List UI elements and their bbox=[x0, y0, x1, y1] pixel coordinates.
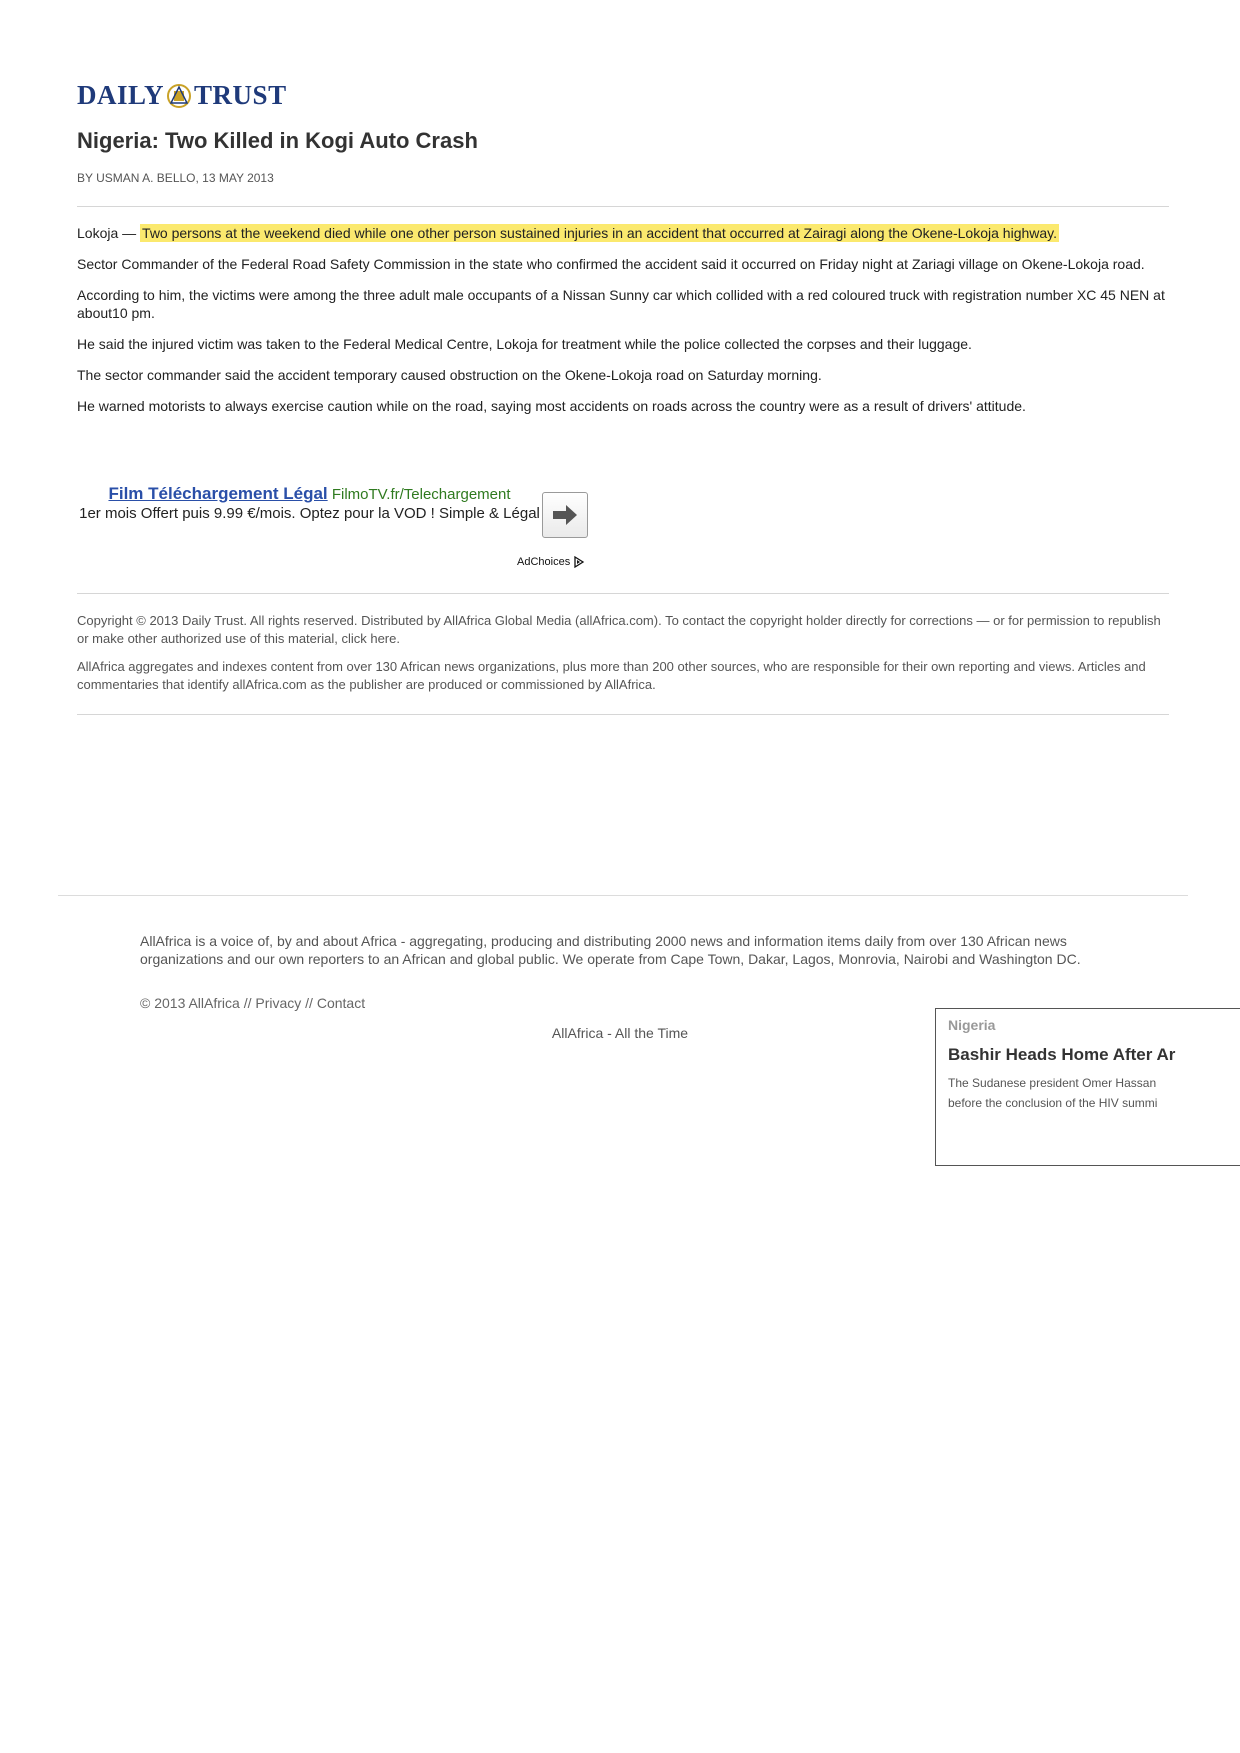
related-summary-line: before the conclusion of the HIV summi bbox=[948, 1096, 1158, 1110]
logo-text-trust: TRUST bbox=[194, 80, 287, 110]
footer-copyright: © 2013 AllAfrica bbox=[140, 995, 240, 1011]
aggregation-notice: AllAfrica aggregates and indexes content from over 130 African news organizations, plus more than 200 other sources, who are responsible for their own reporting and views. Articles and commentaries that identify allAfrica.com as the publisher are produced or commissioned by AllAfrica. bbox=[77, 659, 1146, 692]
text-ad[interactable] bbox=[77, 484, 597, 574]
article-lead bbox=[77, 224, 1169, 242]
ad-body: 1er mois Offert puis 9.99 €/mois. Optez pour la VOD ! Simple & Légal bbox=[79, 505, 540, 522]
divider bbox=[77, 206, 1169, 207]
related-summary bbox=[948, 1073, 1240, 1113]
ad-arrow-button[interactable] bbox=[542, 492, 588, 538]
footer-divider bbox=[58, 895, 1188, 896]
article-headline: Nigeria: Two Killed in Kogi Auto Crash bbox=[77, 128, 478, 153]
adchoices-label: AdChoices bbox=[517, 556, 571, 568]
adchoices-icon bbox=[573, 556, 585, 568]
divider bbox=[77, 593, 1169, 594]
logo-text-daily: DAILY bbox=[77, 80, 165, 110]
highlighted-lead: Two persons at the weekend died while one other person sustained injuries in an accident that occurred at Zairagi along the Okene-Lokoja highway. bbox=[142, 225, 1058, 241]
article-paragraph: According to him, the victims were among the three adult male occupants of a Nissan Sunny car which collided with a red coloured truck with registration number XC 45 NEN at about10 pm. bbox=[77, 287, 1165, 321]
daily-trust-logo[interactable] bbox=[77, 80, 287, 111]
article-paragraph: He warned motorists to always exercise caution while on the road, saying most accidents on roads across the country were as a result of drivers' attitude. bbox=[77, 398, 1026, 414]
contact-link[interactable]: Contact bbox=[316, 995, 366, 1011]
related-title[interactable]: Bashir Heads Home After Ar bbox=[948, 1045, 1176, 1064]
privacy-link[interactable]: Privacy bbox=[255, 995, 302, 1011]
copyright-line: Copyright © 2013 Daily Trust. All rights reserved. Distributed by AllAfrica Global Media (allAfrica.com). To contact the copyright holder directly for corrections — or for permission to republish or make other authorized use of this material, click here. bbox=[77, 613, 1161, 646]
footer-separator: // bbox=[243, 995, 252, 1011]
ad-url[interactable]: FilmoTV.fr/Telechargement bbox=[331, 486, 511, 503]
adchoices-link[interactable] bbox=[517, 556, 585, 568]
related-story-card[interactable] bbox=[935, 1008, 1240, 1166]
logo-emblem-icon bbox=[166, 83, 192, 109]
footer-links bbox=[140, 995, 365, 1011]
related-category: Nigeria bbox=[948, 1017, 996, 1033]
copyright-notice bbox=[77, 612, 1169, 704]
arrow-right-icon bbox=[551, 504, 579, 526]
footer-separator: // bbox=[305, 995, 313, 1011]
article-byline: BY USMAN A. BELLO, 13 MAY 2013 bbox=[77, 171, 274, 185]
article-body bbox=[77, 224, 1169, 428]
dateline: Lokoja — bbox=[77, 225, 137, 241]
article-paragraph: The sector commander said the accident temporary caused obstruction on the Okene-Lokoja road on Saturday morning. bbox=[77, 367, 822, 383]
ad-text bbox=[77, 484, 542, 523]
article-paragraph: He said the injured victim was taken to the Federal Medical Centre, Lokoja for treatment while the police collected the corpses and their luggage. bbox=[77, 336, 972, 352]
related-summary-line: The Sudanese president Omer Hassan bbox=[948, 1076, 1157, 1090]
divider bbox=[77, 714, 1169, 715]
footer-tagline: AllAfrica - All the Time bbox=[551, 1025, 689, 1041]
ad-title-link[interactable]: Film Téléchargement Légal bbox=[108, 484, 328, 503]
footer-about: AllAfrica is a voice of, by and about Africa - aggregating, producing and distributing 2000 news and information items daily from over 130 African news organizations and our own reporters to an African and global public. We operate from Cape Town, Dakar, Lagos, Monrovia, Nairobi and Washington DC. bbox=[140, 933, 1081, 967]
article-paragraph: Sector Commander of the Federal Road Safety Commission in the state who confirmed the accident said it occurred on Friday night at Zariagi village on Okene-Lokoja road. bbox=[77, 256, 1145, 272]
